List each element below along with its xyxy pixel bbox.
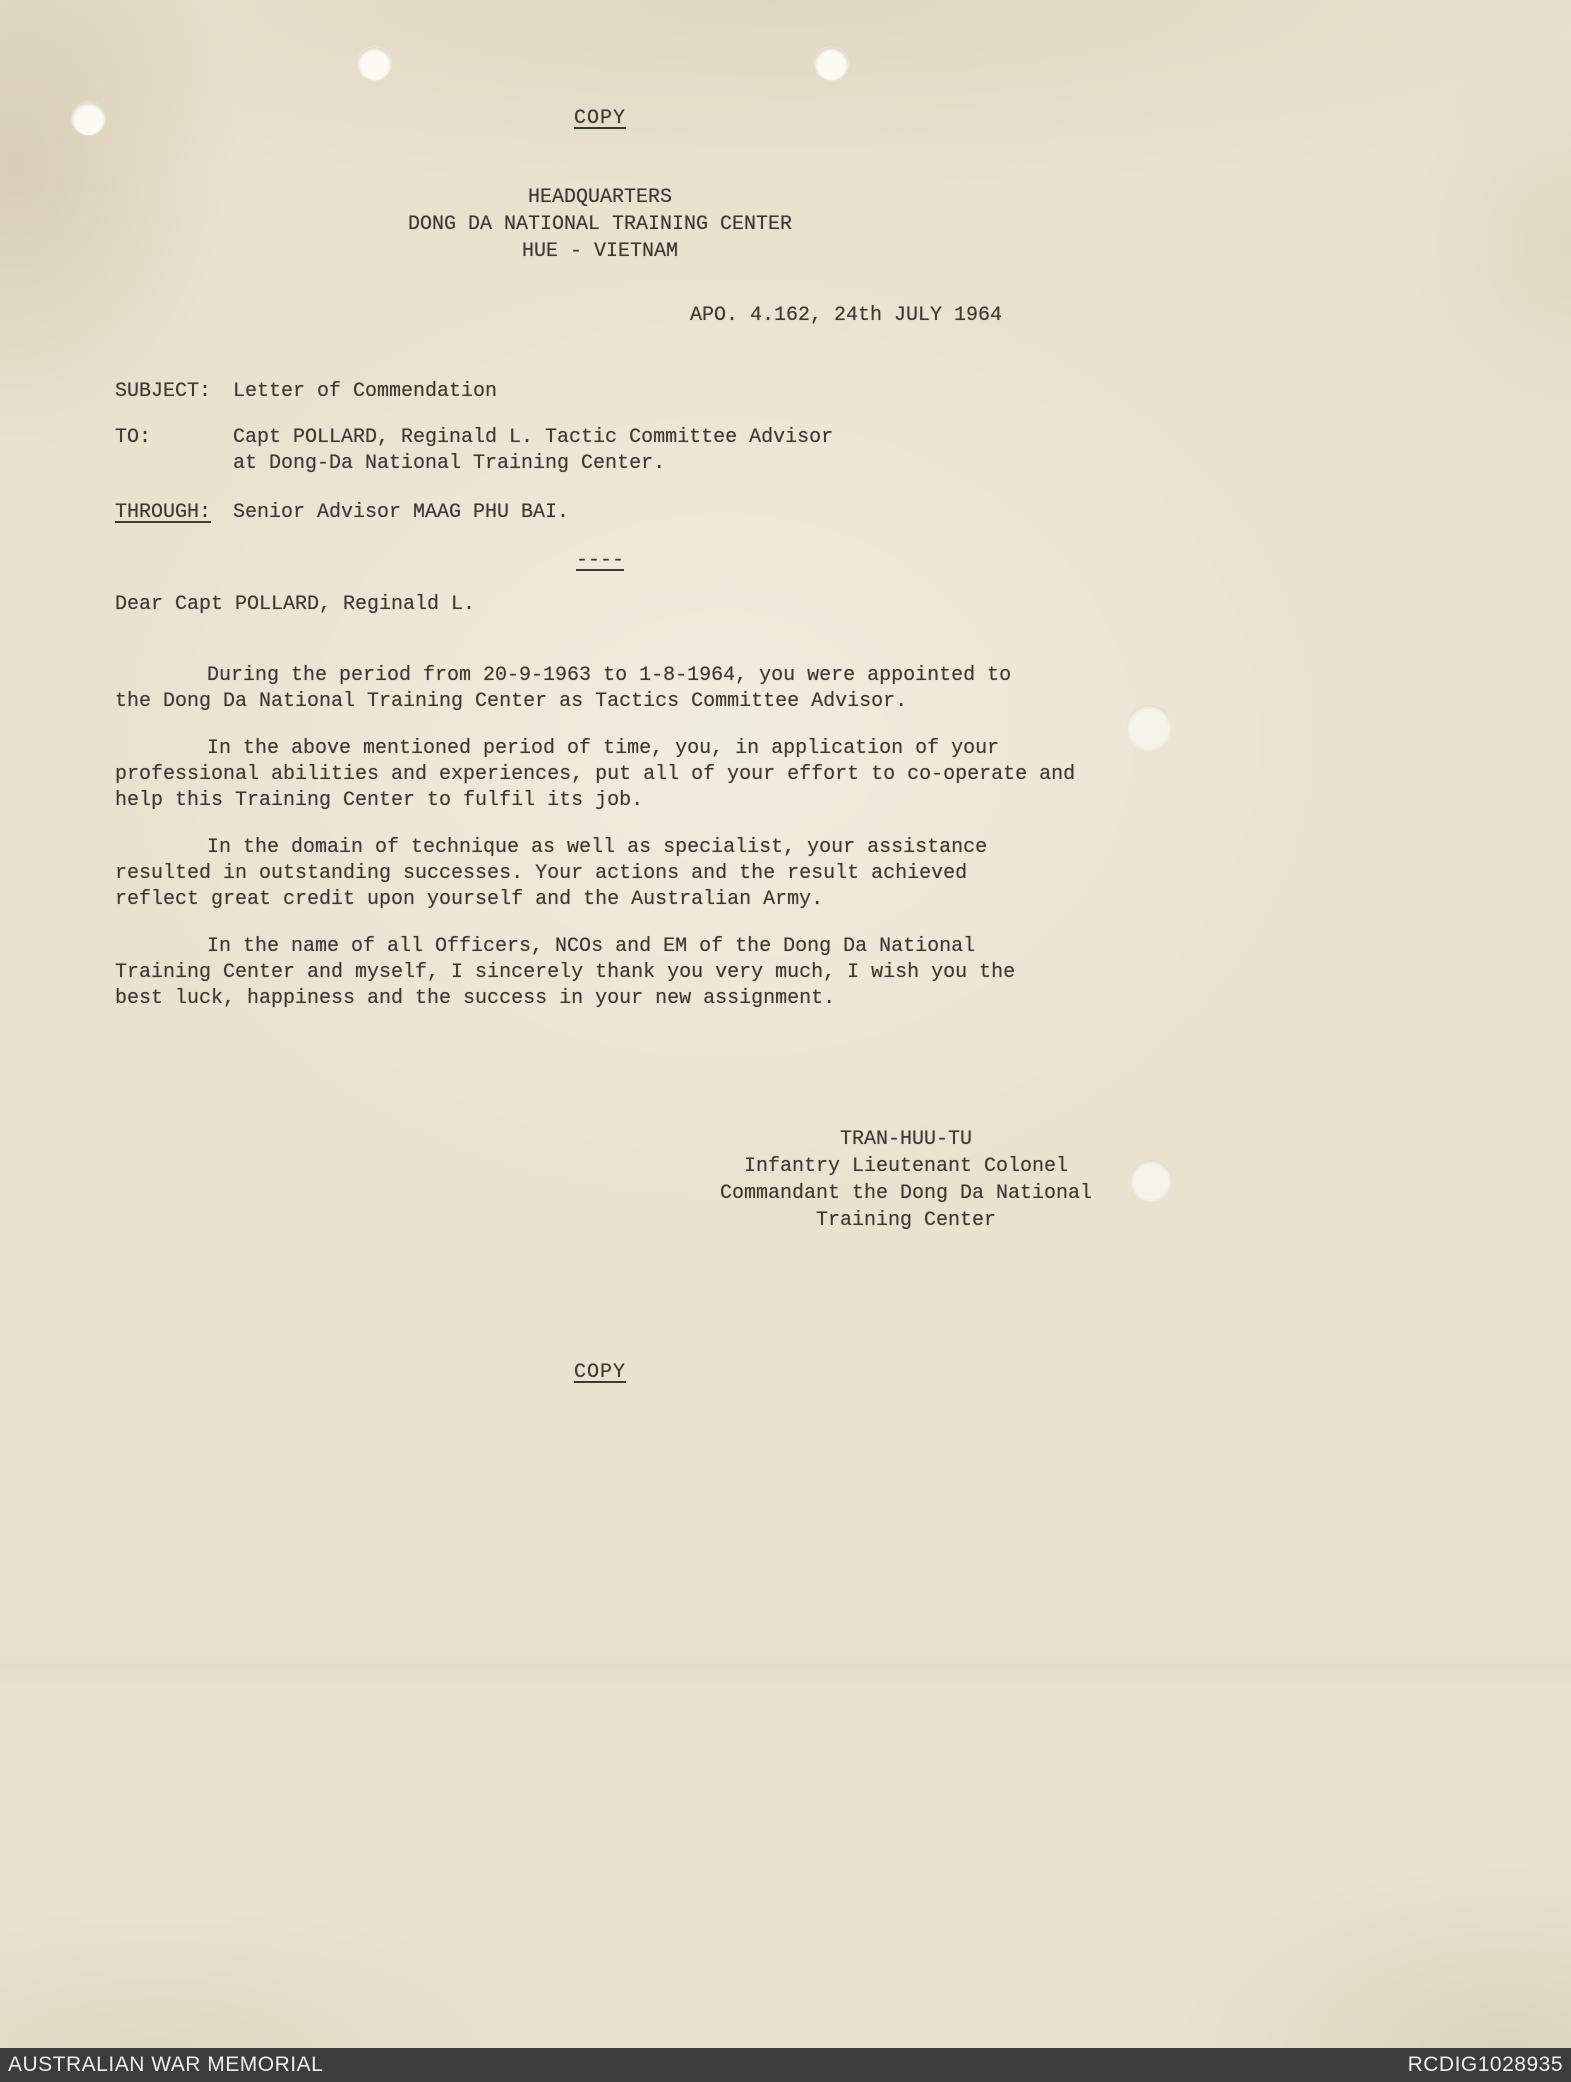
date-line: APO. 4.162, 24th JULY 1964 [690, 304, 1003, 327]
separator-dashes: ---- [575, 549, 624, 572]
paragraph-4 [115, 934, 1125, 1012]
subject-label: SUBJECT: [115, 380, 212, 403]
body-line: During the period from 20-9-1963 to 1-8-1964, you were appointed to [207, 664, 1012, 687]
punch-hole [815, 47, 848, 80]
body-line: resulted in outstanding successes. Your actions and the result achieved [115, 862, 968, 885]
to-row [115, 425, 1135, 477]
body-line: Training Center and myself, I sincerely thank you very much, I wish you the [115, 961, 1016, 984]
subject-row [115, 379, 1135, 405]
to-label: TO: [115, 426, 152, 449]
signature-name: TRAN-HUU-TU [839, 1128, 973, 1151]
paper-damage-spot [1126, 705, 1172, 751]
paragraph-1 [115, 663, 1125, 715]
letterhead-line-headquarters: HEADQUARTERS [527, 186, 673, 209]
letterhead-line-center-name: DONG DA NATIONAL TRAINING CENTER [407, 213, 793, 236]
copy-stamp-text: COPY [573, 1361, 626, 1384]
archive-footer-bar [0, 2048, 1571, 2082]
body-line: In the domain of technique as well as specialist, your assistance [207, 836, 988, 859]
subject-value: Letter of Commendation [233, 380, 498, 403]
letter-body [115, 663, 1125, 1033]
body-line: In the name of all Officers, NCOs and EM of the Dong Da National [207, 935, 976, 958]
to-value-line: Capt POLLARD, Reginald L. Tactic Committee Advisor [233, 426, 834, 449]
signature-title-line: Commandant the Dong Da National [719, 1182, 1093, 1205]
signature-block [715, 1126, 1097, 1234]
salutation: Dear Capt POLLARD, Reginald L. [115, 593, 476, 616]
body-line: In the above mentioned period of time, you, in application of your [207, 737, 1000, 760]
paragraph-3 [115, 835, 1125, 913]
paper-damage-spot [1130, 1160, 1172, 1202]
body-line: the Dong Da National Training Center as Tactics Committee Advisor. [115, 690, 908, 713]
archive-record-id: RCDIG1028935 [1407, 2053, 1563, 2076]
body-line: professional abilities and experiences, put all of your effort to co-operate and [115, 763, 1076, 786]
to-value-line: at Dong-Da National Training Center. [233, 452, 666, 475]
copy-stamp-bottom [115, 1361, 1085, 1384]
signature-rank: Infantry Lieutenant Colonel [743, 1155, 1069, 1178]
punch-hole [72, 102, 105, 135]
copy-stamp-text: COPY [573, 107, 626, 130]
signature-title-line: Training Center [815, 1209, 997, 1232]
letterhead-line-location: HUE - VIETNAM [521, 240, 679, 263]
paragraph-2 [115, 736, 1125, 814]
through-value: Senior Advisor MAAG PHU BAI. [233, 501, 570, 524]
archive-name: AUSTRALIAN WAR MEMORIAL [8, 2053, 324, 2076]
through-label: THROUGH: [115, 501, 212, 524]
to-value [233, 425, 833, 477]
body-line: reflect great credit upon yourself and the Australian Army. [115, 888, 824, 911]
copy-stamp-top [115, 107, 1085, 130]
body-line: help this Training Center to fulfil its job. [115, 789, 644, 812]
body-line: best luck, happiness and the success in your new assignment. [115, 987, 836, 1010]
letterhead [115, 184, 1085, 265]
through-row [115, 500, 1135, 526]
punch-hole [358, 47, 391, 80]
